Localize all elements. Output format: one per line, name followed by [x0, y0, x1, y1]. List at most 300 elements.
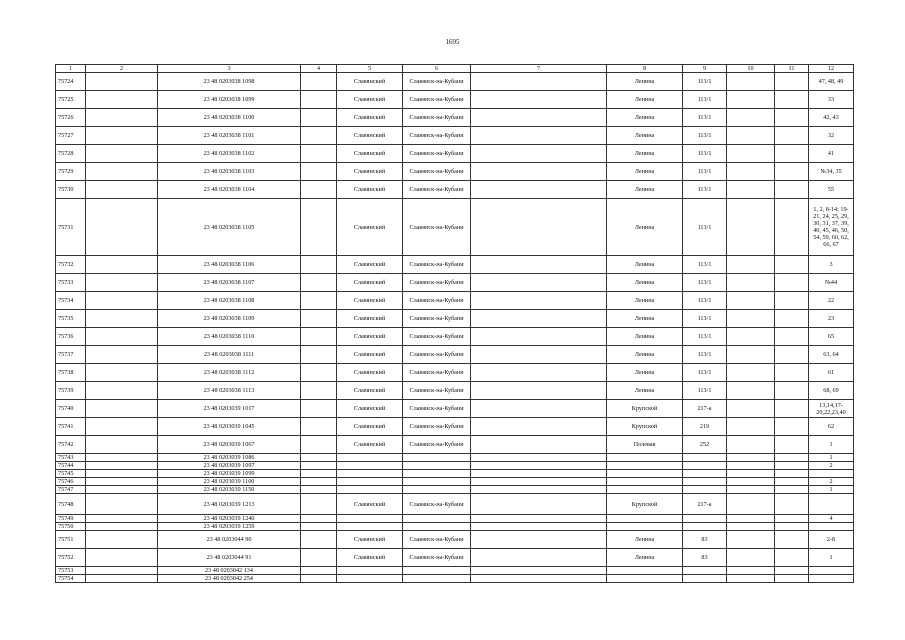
cell-settlement — [403, 462, 471, 470]
cell-col4 — [301, 531, 337, 549]
cell-district: Славянский — [337, 549, 403, 567]
cell-cadastral-number: 23 48 0203038 1098 — [158, 73, 301, 91]
table-row — [56, 145, 854, 163]
cell-row-number: 75738 — [56, 364, 86, 382]
cell-col10 — [727, 199, 775, 256]
cell-row-number: 75743 — [56, 454, 86, 462]
cell-col2 — [86, 163, 158, 181]
table-row — [56, 400, 854, 418]
cell-apartments: 1 — [809, 436, 854, 454]
cell-col2 — [86, 109, 158, 127]
cell-col7 — [471, 515, 607, 523]
cell-house-number: 113/1 — [683, 256, 727, 274]
cell-cadastral-number: 23 48 0203039 1150 — [158, 486, 301, 494]
cell-col11 — [775, 181, 809, 199]
cell-settlement: Славянск-на-Кубани — [403, 109, 471, 127]
cadastral-table — [55, 64, 854, 583]
cell-row-number: 75747 — [56, 486, 86, 494]
cell-col11 — [775, 127, 809, 145]
cell-district: Славянский — [337, 73, 403, 91]
cell-row-number: 75732 — [56, 256, 86, 274]
cell-row-number: 75742 — [56, 436, 86, 454]
cell-col10 — [727, 109, 775, 127]
cell-street: Ленина — [607, 199, 683, 256]
cell-settlement — [403, 486, 471, 494]
table-row — [56, 462, 854, 470]
cell-settlement: Славянск-на-Кубани — [403, 418, 471, 436]
cell-col4 — [301, 127, 337, 145]
cell-col2 — [86, 418, 158, 436]
cell-apartments: 2 — [809, 462, 854, 470]
cell-street: Ленина — [607, 310, 683, 328]
cell-street: Ленина — [607, 292, 683, 310]
cell-settlement — [403, 523, 471, 531]
cell-settlement: Славянск-на-Кубани — [403, 199, 471, 256]
cell-col11 — [775, 274, 809, 292]
cell-col10 — [727, 310, 775, 328]
cell-district — [337, 470, 403, 478]
cell-cadastral-number: 23 48 0203038 1109 — [158, 310, 301, 328]
cell-cadastral-number: 23 48 0203038 1106 — [158, 256, 301, 274]
cell-house-number — [683, 523, 727, 531]
cell-col2 — [86, 292, 158, 310]
cell-col4 — [301, 328, 337, 346]
cell-street: Ленина — [607, 145, 683, 163]
cell-col10 — [727, 549, 775, 567]
cell-col11 — [775, 73, 809, 91]
cell-col4 — [301, 494, 337, 515]
cell-col7 — [471, 531, 607, 549]
cell-house-number: 113/1 — [683, 73, 727, 91]
cell-row-number: 75726 — [56, 109, 86, 127]
cell-col4 — [301, 256, 337, 274]
column-header: 5 — [337, 65, 403, 73]
cell-apartments: 1 — [809, 486, 854, 494]
cell-apartments — [809, 575, 854, 583]
cell-col11 — [775, 199, 809, 256]
cell-col10 — [727, 328, 775, 346]
cell-house-number — [683, 575, 727, 583]
cell-col10 — [727, 515, 775, 523]
cell-col2 — [86, 575, 158, 583]
cell-col11 — [775, 478, 809, 486]
cell-col4 — [301, 145, 337, 163]
cell-house-number: 113/1 — [683, 91, 727, 109]
table-row — [56, 531, 854, 549]
cell-house-number: 83 — [683, 549, 727, 567]
cell-settlement — [403, 515, 471, 523]
cell-street: Ленина — [607, 382, 683, 400]
cell-row-number: 75728 — [56, 145, 86, 163]
cell-col4 — [301, 486, 337, 494]
cell-apartments: 1 — [809, 549, 854, 567]
cell-row-number: 75752 — [56, 549, 86, 567]
cell-col4 — [301, 515, 337, 523]
cell-col11 — [775, 436, 809, 454]
cell-col2 — [86, 531, 158, 549]
column-header: 7 — [471, 65, 607, 73]
cell-cadastral-number: 23 48 0203038 1111 — [158, 346, 301, 364]
cell-row-number: 75746 — [56, 478, 86, 486]
cell-district: Славянский — [337, 531, 403, 549]
cell-row-number: 75744 — [56, 462, 86, 470]
column-header: 2 — [86, 65, 158, 73]
cell-col2 — [86, 328, 158, 346]
cell-street: Ленина — [607, 91, 683, 109]
cell-col10 — [727, 418, 775, 436]
cell-col11 — [775, 91, 809, 109]
cell-col11 — [775, 400, 809, 418]
cell-cadastral-number: 23 48 0203039 1045 — [158, 418, 301, 436]
cell-district — [337, 575, 403, 583]
table-row — [56, 515, 854, 523]
cell-col7 — [471, 400, 607, 418]
cell-col2 — [86, 567, 158, 575]
cell-house-number: 113/1 — [683, 145, 727, 163]
cell-col7 — [471, 328, 607, 346]
cell-district — [337, 523, 403, 531]
cell-col7 — [471, 346, 607, 364]
cell-col10 — [727, 486, 775, 494]
cell-district: Славянский — [337, 400, 403, 418]
cell-col4 — [301, 454, 337, 462]
cell-apartments: 68, 69 — [809, 382, 854, 400]
cell-row-number: 75749 — [56, 515, 86, 523]
cell-cadastral-number: 23 48 0203039 1259 — [158, 523, 301, 531]
cell-col2 — [86, 127, 158, 145]
cell-district: Славянский — [337, 292, 403, 310]
cell-district: Славянский — [337, 163, 403, 181]
cell-col4 — [301, 181, 337, 199]
cell-apartments: 41 — [809, 145, 854, 163]
cell-district: Славянский — [337, 199, 403, 256]
cell-apartments: 32 — [809, 127, 854, 145]
cell-house-number: 113/1 — [683, 292, 727, 310]
cell-house-number: 113/1 — [683, 199, 727, 256]
cell-settlement: Славянск-на-Кубани — [403, 494, 471, 515]
cell-col2 — [86, 91, 158, 109]
cell-street — [607, 478, 683, 486]
cell-cadastral-number: 23 48 0203039 1017 — [158, 400, 301, 418]
cell-street: Ленина — [607, 163, 683, 181]
cell-col7 — [471, 454, 607, 462]
cell-house-number — [683, 454, 727, 462]
cell-apartments: 1 — [809, 454, 854, 462]
cell-apartments — [809, 567, 854, 575]
cell-district: Славянский — [337, 494, 403, 515]
cell-house-number: 113/1 — [683, 181, 727, 199]
cell-col11 — [775, 145, 809, 163]
cell-settlement: Славянск-на-Кубани — [403, 346, 471, 364]
cell-col11 — [775, 494, 809, 515]
table-row — [56, 346, 854, 364]
cell-col2 — [86, 310, 158, 328]
column-header: 11 — [775, 65, 809, 73]
cell-col4 — [301, 91, 337, 109]
cell-cadastral-number: 23 48 0203039 1086 — [158, 454, 301, 462]
table-row — [56, 486, 854, 494]
cell-col4 — [301, 436, 337, 454]
cell-col10 — [727, 436, 775, 454]
cell-cadastral-number: 23 48 0203044 91 — [158, 549, 301, 567]
cell-street — [607, 454, 683, 462]
cell-settlement: Славянск-на-Кубани — [403, 127, 471, 145]
cell-district: Славянский — [337, 328, 403, 346]
cell-col7 — [471, 382, 607, 400]
cell-col10 — [727, 73, 775, 91]
cell-col11 — [775, 515, 809, 523]
cell-settlement: Славянск-на-Кубани — [403, 256, 471, 274]
cell-col2 — [86, 523, 158, 531]
cell-col7 — [471, 575, 607, 583]
cell-street: Ленина — [607, 274, 683, 292]
cell-col10 — [727, 454, 775, 462]
cell-col4 — [301, 575, 337, 583]
cell-settlement: Славянск-на-Кубани — [403, 328, 471, 346]
cell-col7 — [471, 292, 607, 310]
cell-col2 — [86, 256, 158, 274]
cell-house-number — [683, 567, 727, 575]
table-row — [56, 454, 854, 462]
cell-cadastral-number: 23 48 0203042 134 — [158, 567, 301, 575]
cell-col7 — [471, 310, 607, 328]
cell-col11 — [775, 549, 809, 567]
cell-street — [607, 523, 683, 531]
column-header: 12 — [809, 65, 854, 73]
table-row — [56, 575, 854, 583]
cell-settlement — [403, 575, 471, 583]
cell-col11 — [775, 163, 809, 181]
cell-col7 — [471, 567, 607, 575]
cell-col10 — [727, 181, 775, 199]
cell-street: Ленина — [607, 364, 683, 382]
table-row — [56, 418, 854, 436]
table-row — [56, 163, 854, 181]
cell-apartments — [809, 523, 854, 531]
cell-col2 — [86, 454, 158, 462]
cell-col7 — [471, 199, 607, 256]
cell-col2 — [86, 382, 158, 400]
cell-row-number: 75730 — [56, 181, 86, 199]
cell-col7 — [471, 418, 607, 436]
cell-street: Ленина — [607, 531, 683, 549]
table-row — [56, 199, 854, 256]
cell-street: Крупской — [607, 418, 683, 436]
cell-house-number — [683, 462, 727, 470]
cell-col11 — [775, 531, 809, 549]
cell-col4 — [301, 274, 337, 292]
cell-col4 — [301, 523, 337, 531]
cell-col2 — [86, 462, 158, 470]
cell-settlement: Славянск-на-Кубани — [403, 73, 471, 91]
cell-col2 — [86, 73, 158, 91]
cell-cadastral-number: 23 48 0203039 1213 — [158, 494, 301, 515]
cell-col11 — [775, 567, 809, 575]
cell-col10 — [727, 531, 775, 549]
cell-cadastral-number: 23 48 0203044 90 — [158, 531, 301, 549]
cell-settlement: Славянск-на-Кубани — [403, 145, 471, 163]
cell-district: Славянский — [337, 145, 403, 163]
cell-street — [607, 575, 683, 583]
cell-col7 — [471, 486, 607, 494]
table-row — [56, 382, 854, 400]
cell-col7 — [471, 73, 607, 91]
cell-cadastral-number: 23 48 0203039 1100 — [158, 478, 301, 486]
cell-col2 — [86, 549, 158, 567]
cell-district — [337, 454, 403, 462]
column-header: 4 — [301, 65, 337, 73]
cell-house-number: 83 — [683, 531, 727, 549]
cell-cadastral-number: 23 48 0203042 254 — [158, 575, 301, 583]
table-row — [56, 256, 854, 274]
cell-col4 — [301, 163, 337, 181]
table-row — [56, 523, 854, 531]
cell-street: Ленина — [607, 328, 683, 346]
cell-col10 — [727, 274, 775, 292]
cell-district: Славянский — [337, 418, 403, 436]
cell-row-number: 75731 — [56, 199, 86, 256]
cell-cadastral-number: 23 48 0203039 1099 — [158, 470, 301, 478]
cell-col2 — [86, 181, 158, 199]
cell-apartments: 42, 43 — [809, 109, 854, 127]
cell-district: Славянский — [337, 310, 403, 328]
header-row — [56, 65, 854, 73]
cell-col10 — [727, 575, 775, 583]
cell-col4 — [301, 364, 337, 382]
cell-street — [607, 515, 683, 523]
cell-row-number: 75754 — [56, 575, 86, 583]
cell-apartments: 3 — [809, 256, 854, 274]
cell-col10 — [727, 523, 775, 531]
cell-col7 — [471, 181, 607, 199]
cell-cadastral-number: 23 48 0203038 1108 — [158, 292, 301, 310]
cell-settlement: Славянск-на-Кубани — [403, 163, 471, 181]
cell-settlement: Славянск-на-Кубани — [403, 181, 471, 199]
cell-apartments: №44 — [809, 274, 854, 292]
cell-col2 — [86, 515, 158, 523]
cell-col11 — [775, 346, 809, 364]
cell-settlement: Славянск-на-Кубани — [403, 292, 471, 310]
cell-street: Ленина — [607, 256, 683, 274]
cell-col11 — [775, 310, 809, 328]
cell-col11 — [775, 109, 809, 127]
cell-district — [337, 478, 403, 486]
cell-row-number: 75739 — [56, 382, 86, 400]
cell-col10 — [727, 163, 775, 181]
cell-street — [607, 567, 683, 575]
cell-apartments: 55 — [809, 181, 854, 199]
cell-col10 — [727, 567, 775, 575]
cell-street: Крупской — [607, 400, 683, 418]
cell-col10 — [727, 292, 775, 310]
cell-district: Славянский — [337, 181, 403, 199]
cell-cadastral-number: 23 48 0203038 1112 — [158, 364, 301, 382]
cell-apartments: 2 — [809, 478, 854, 486]
cell-col7 — [471, 256, 607, 274]
cell-col7 — [471, 127, 607, 145]
cell-col11 — [775, 292, 809, 310]
cell-col2 — [86, 436, 158, 454]
cell-col4 — [301, 382, 337, 400]
cell-settlement: Славянск-на-Кубани — [403, 436, 471, 454]
cell-row-number: 75753 — [56, 567, 86, 575]
table-row — [56, 292, 854, 310]
cell-cadastral-number: 23 48 0203039 1097 — [158, 462, 301, 470]
cell-district — [337, 515, 403, 523]
cell-house-number: 113/1 — [683, 163, 727, 181]
cell-row-number: 75740 — [56, 400, 86, 418]
cell-house-number — [683, 470, 727, 478]
cell-col4 — [301, 418, 337, 436]
cell-district: Славянский — [337, 274, 403, 292]
cell-district — [337, 462, 403, 470]
cell-col7 — [471, 145, 607, 163]
cell-cadastral-number: 23 48 0203038 1101 — [158, 127, 301, 145]
cell-settlement — [403, 567, 471, 575]
column-header: 10 — [727, 65, 775, 73]
cell-street: Ленина — [607, 181, 683, 199]
cell-street — [607, 462, 683, 470]
cell-col11 — [775, 418, 809, 436]
cell-settlement: Славянск-на-Кубани — [403, 549, 471, 567]
cell-col7 — [471, 523, 607, 531]
cell-house-number: 113/1 — [683, 346, 727, 364]
cell-col10 — [727, 364, 775, 382]
table-row — [56, 181, 854, 199]
cell-col4 — [301, 109, 337, 127]
cell-col10 — [727, 478, 775, 486]
table-row — [56, 91, 854, 109]
cell-settlement: Славянск-на-Кубани — [403, 531, 471, 549]
table-row — [56, 274, 854, 292]
cell-col10 — [727, 470, 775, 478]
cell-house-number: 113/1 — [683, 109, 727, 127]
cell-settlement: Славянск-на-Кубани — [403, 91, 471, 109]
cell-col10 — [727, 346, 775, 364]
cell-col4 — [301, 549, 337, 567]
table-row — [56, 494, 854, 515]
cell-cadastral-number: 23 48 0203039 1067 — [158, 436, 301, 454]
cell-col4 — [301, 470, 337, 478]
cell-street: Ленина — [607, 346, 683, 364]
table-row — [56, 127, 854, 145]
cell-house-number — [683, 486, 727, 494]
cell-apartments: 22 — [809, 292, 854, 310]
cell-apartments: 47, 48, 49 — [809, 73, 854, 91]
cell-col7 — [471, 436, 607, 454]
cell-row-number: 75729 — [56, 163, 86, 181]
cell-house-number: 113/1 — [683, 274, 727, 292]
cell-apartments: 4 — [809, 515, 854, 523]
cell-col7 — [471, 462, 607, 470]
cell-col2 — [86, 470, 158, 478]
cell-col11 — [775, 454, 809, 462]
cell-col7 — [471, 494, 607, 515]
cell-district: Славянский — [337, 127, 403, 145]
cell-settlement: Славянск-на-Кубани — [403, 382, 471, 400]
cell-col4 — [301, 400, 337, 418]
cell-col10 — [727, 494, 775, 515]
cell-settlement — [403, 454, 471, 462]
table-row — [56, 567, 854, 575]
cell-house-number — [683, 515, 727, 523]
cell-col7 — [471, 91, 607, 109]
cell-col10 — [727, 127, 775, 145]
cell-house-number: 113/1 — [683, 310, 727, 328]
cell-row-number: 75745 — [56, 470, 86, 478]
cell-col10 — [727, 400, 775, 418]
cell-house-number — [683, 478, 727, 486]
